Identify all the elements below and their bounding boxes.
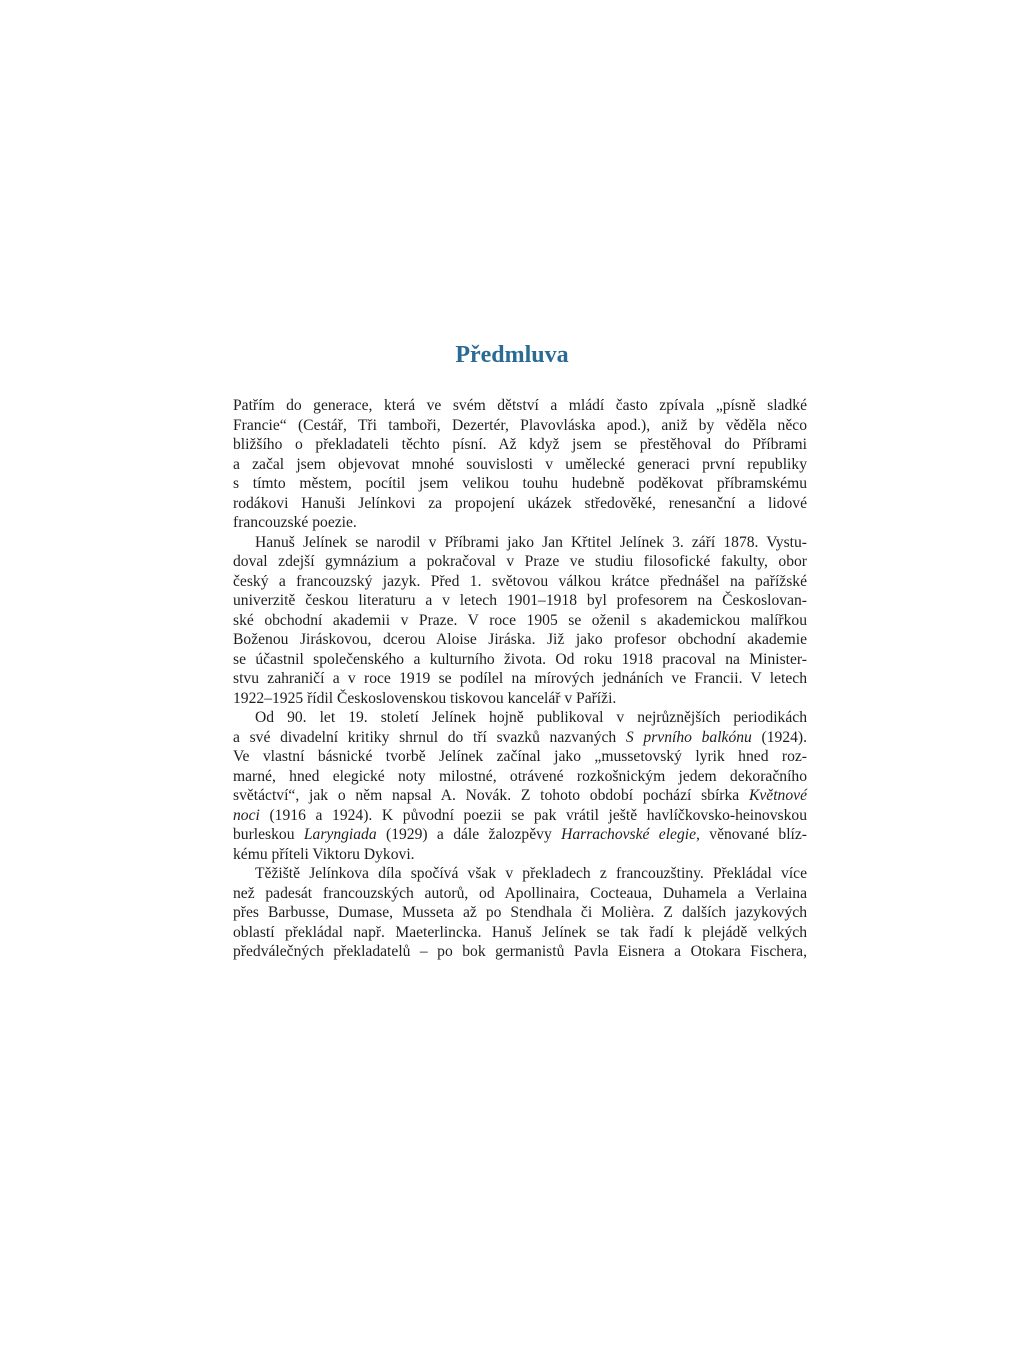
text-line: ské obchodní akademii v Praze. V roce 1905 se oženil s akademickou malířkou	[233, 611, 807, 629]
text-run: (1924).	[751, 728, 808, 746]
text-line: Boženou Jiráskovou, dcerou Aloise Jiráska. Již jako profesor obchodní akademie	[233, 631, 807, 648]
paragraph	[233, 864, 807, 962]
book-title: S prvního balkónu	[625, 728, 752, 746]
text-run: světáctví“, jak o něm napsal A. Novák. Z tohoto období pochází sbírka	[233, 787, 749, 804]
collection-title: Květnové	[748, 787, 807, 804]
collection-title-cont: noci	[233, 806, 260, 824]
text-line: Patřím do generace, která ve svém dětství a mládí často zpívala „písně sladké	[233, 397, 807, 414]
text-line: Ve vlastní básnické tvorbě Jelínek začínal jako „mussetovský lyrik hned roz-	[233, 748, 807, 765]
text-run: (1916 a 1924). K původní poezii se pak vrátil ještě havlíčkovsko-heinovskou	[259, 806, 807, 824]
text-line: český a francouzský jazyk. Před 1. světovou válkou krátce přednášel na pařížské	[233, 572, 807, 590]
text-line: přes Barbusse, Dumase, Musseta až po Stendhala či Molièra. Z dalších jazykových	[233, 904, 807, 921]
text-run: burleskou	[233, 826, 304, 843]
paragraph	[233, 708, 807, 864]
text-line: Francie“ (Cestář, Tři tamboři, Dezertér, Plavovláska apod.), aniž by věděla něco	[233, 416, 807, 434]
text-line: Hanuš Jelínek se narodil v Příbrami jako Jan Křtitel Jelínek 3. září 1878. Vystu-	[255, 533, 807, 551]
paragraph	[233, 533, 807, 709]
text-run: (1929) a dále žalozpěvy	[376, 826, 562, 843]
text-line: Od 90. let 19. století Jelínek hojně publikoval v nejrůznějších periodikách	[255, 709, 807, 726]
text-line	[233, 825, 807, 845]
text-line: stvu zahraničí a v roce 1919 se podílel na mírových jednáních ve Francii. V letech	[233, 670, 807, 687]
elegies-title: Harrachovské elegie,	[561, 826, 700, 843]
text-line: s tímto městem, pocítil jsem velikou touhu hudebně poděkovat příbramskému	[233, 475, 807, 492]
paragraph	[233, 396, 807, 533]
text-line: marné, hned elegické noty milostné, otrávené rozkošnickým jedem dekoračního	[233, 767, 807, 785]
burlesque-title: Laryngiada	[303, 826, 377, 843]
text-line: doval zdejší gymnázium a pokračoval v Praze ve studiu filosofické fakulty, obor	[233, 553, 807, 570]
text-run: a své divadelní kritiky shrnul do tří svazků nazvaných	[233, 728, 626, 746]
text-line: bližšího o překladateli těchto písní. Až když jsem se přestěhoval do Příbrami	[233, 436, 807, 453]
text-line: předválečných překladatelů – po bok germanistů Pavla Eisnera a Otokara Fischera,	[233, 943, 807, 960]
text-line: se účastnil společenského a kulturního života. Od roku 1918 pracoval na Minister-	[233, 650, 807, 668]
text-line	[233, 728, 807, 748]
page-title: Předmluva	[455, 342, 569, 368]
text-line: 1922–1925 řídil Československou tiskovou kancelář v Paříži.	[233, 689, 617, 707]
text-line: francouzské poezie.	[233, 514, 357, 531]
text-line: Těžiště Jelínkova díla spočívá však v překladech z francouzštiny. Překládal více	[255, 865, 807, 882]
text-line	[233, 786, 807, 806]
text-line: a začal jsem objevovat mnohé souvislosti v umělecké generaci první republiky	[233, 455, 807, 473]
text-run: věnované blíz-	[699, 826, 807, 843]
text-line: univerzitě českou literaturu a v letech 1901–1918 byl profesorem na Českoslovan-	[233, 592, 807, 609]
text-line	[233, 806, 807, 826]
text-line: než padesát francouzských autorů, od Apollinaira, Cocteaua, Duhamela a Verlaina	[233, 884, 807, 902]
text-line: kému příteli Viktoru Dykovi.	[233, 845, 415, 863]
body-text	[233, 396, 807, 962]
text-line: rodákovi Hanuši Jelínkovi za propojení ukázek středověké, renesanční a lidové	[233, 494, 807, 512]
text-line: oblastí překládal např. Maeterlincka. Hanuš Jelínek se tak řadí k plejádě velkých	[233, 923, 807, 941]
